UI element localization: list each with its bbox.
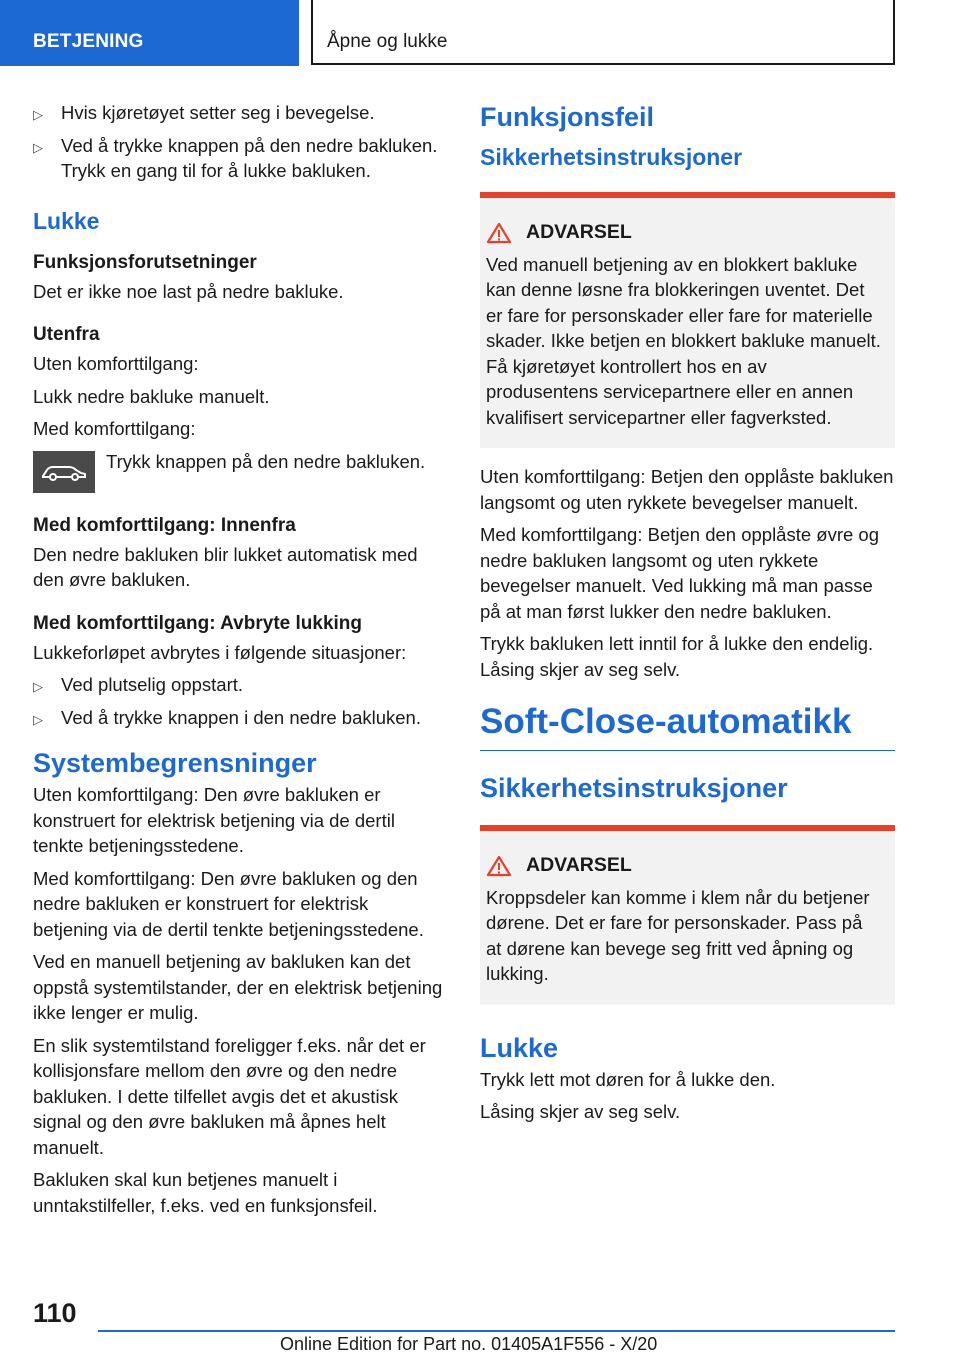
paragraph: Den nedre bakluken blir lukket automatisk med den øvre bakluken. (33, 543, 418, 590)
paragraph: Lukk nedre bakluke manuelt. (33, 385, 270, 407)
paragraph: Det er ikke noe last på nedre bakluke. (33, 280, 344, 302)
subheading-utenfra: Utenfra (33, 324, 100, 345)
subheading-avbryte: Med komforttilgang: Avbryte lukking (33, 612, 363, 634)
warning-box (480, 825, 895, 1005)
warning-text: Ved manuell betjening av en blokkert bakluke kan denne løsne fra blokkeringen uventet. Det er fare for personskader eller fare for materielle skader. Ikke betjen en blokkert bakluke manuelt. Få kjøretøyet kontrollert hos en av produsentens servicepartnere eller en annen kvalifisert servicepartner eller fagverksted. (486, 253, 881, 428)
list-item: ▷ Hvis kjøretøyet setter seg i bevegelse. (33, 100, 448, 126)
section-heading-lukke-right: Lukke (480, 1032, 559, 1063)
warning-triangle-icon (486, 855, 512, 877)
right-column (480, 100, 895, 1132)
icon-instruction (33, 449, 448, 493)
paragraph: Låsing skjer av seg selv. (480, 1101, 681, 1122)
paragraph: Bakluken skal kun betjenes manuelt i unntakstilfeller, f.eks. ved en funksjonsfeil. (33, 1169, 378, 1216)
paragraph: Med komforttilgang: Betjen den opplåste øvre og nedre bakluken langsomt og uten rykkete bevegelser manuelt. Ved lukking må man passe på at man først lukker den nedre bakluken. (480, 524, 880, 622)
paragraph: Med komforttilgang: (33, 418, 196, 439)
car-tailgate-icon (33, 451, 95, 493)
warning-text: Kroppsdeler kan komme i klem når du betjener dørene. Det er fare for personskader. Pass på at dørene kan bevege seg fritt ved åpning og lukking. (486, 886, 870, 984)
subsection-heading-sikkerhet-2: Sikkerhetsinstruksjoner (480, 773, 788, 803)
chapter-title: Åpne og lukke (311, 0, 895, 65)
bullet-triangle-icon: ▷ (33, 679, 43, 694)
footer-edition: Online Edition for Part no. 01405A1F556 - X/20 (280, 1334, 658, 1354)
bullet-triangle-icon: ▷ (33, 139, 43, 155)
list-item: ▷ Ved å trykke knappen på den nedre bakluken. Trykk en gang til for å lukke bakluken. (33, 134, 438, 181)
bullet-triangle-icon: ▷ (33, 711, 43, 727)
subsection-heading-sikkerhet: Sikkerhetsinstruksjoner (480, 144, 743, 170)
paragraph: Uten komforttilgang: (33, 353, 199, 374)
paragraph: Trykk bakluken lett inntil for å lukke den endelig. Låsing skjer av seg selv. (480, 633, 874, 680)
section-heading-lukke: Lukke (33, 207, 100, 234)
subheading-forutsetninger: Funksjonsforutsetninger (33, 251, 257, 273)
paragraph: Med komforttilgang: Den øvre bakluken og den nedre bakluken er konstruert for elektrisk betjening via de dertil tenkte betjeningsstedene. (33, 867, 424, 940)
warning-triangle-icon (486, 222, 512, 244)
paragraph: Ved en manuell betjening av bakluken kan det oppstå systemtilstander, der en elektrisk betjening ikke lenger er mulig. (33, 951, 443, 1023)
paragraph: Uten komforttilgang: Den øvre bakluken er konstruert for elektrisk betjening via de dertil tenkte betjeningsstedene. (33, 784, 395, 856)
section-tab: BETJENING (0, 0, 299, 66)
paragraph: Uten komforttilgang: Betjen den opplåste bakluken langsomt og uten rykkete bevegelser manuelt. (480, 466, 894, 513)
section-heading-system: Systembegrensninger (33, 748, 317, 778)
page-header (0, 0, 960, 66)
paragraph: En slik systemtilstand foreligger f.eks. når det er kollisjonsfare mellom den øvre og den nedre bakluken. I dette tilfellet avgis det et akustisk signal og den øvre bakluken må åpnes helt manuelt. (33, 1034, 426, 1158)
bullet-triangle-icon: ▷ (33, 107, 43, 122)
warning-box (480, 192, 895, 448)
paragraph: Lukkeforløpet avbrytes i følgende situasjoner: (33, 641, 407, 663)
page-number: 110 (33, 1298, 77, 1328)
warning-title: ADVARSEL (486, 220, 881, 246)
warning-title: ADVARSEL (486, 853, 881, 879)
list-item: ▷ Ved plutselig oppstart. (33, 672, 448, 698)
section-heading-softclose: Soft-Close-automatikk (480, 700, 895, 751)
left-column (33, 100, 448, 1225)
footer-divider (98, 1330, 895, 1332)
section-heading-funksjonsfeil: Funksjonsfeil (480, 102, 655, 132)
icon-text: Trykk knappen på den nedre bakluken. (106, 450, 426, 472)
list-item: ▷ Ved å trykke knappen i den nedre bakluken. (33, 705, 448, 731)
subheading-innenfra: Med komforttilgang: Innenfra (33, 514, 296, 536)
paragraph: Trykk lett mot døren for å lukke den. (480, 1068, 776, 1090)
